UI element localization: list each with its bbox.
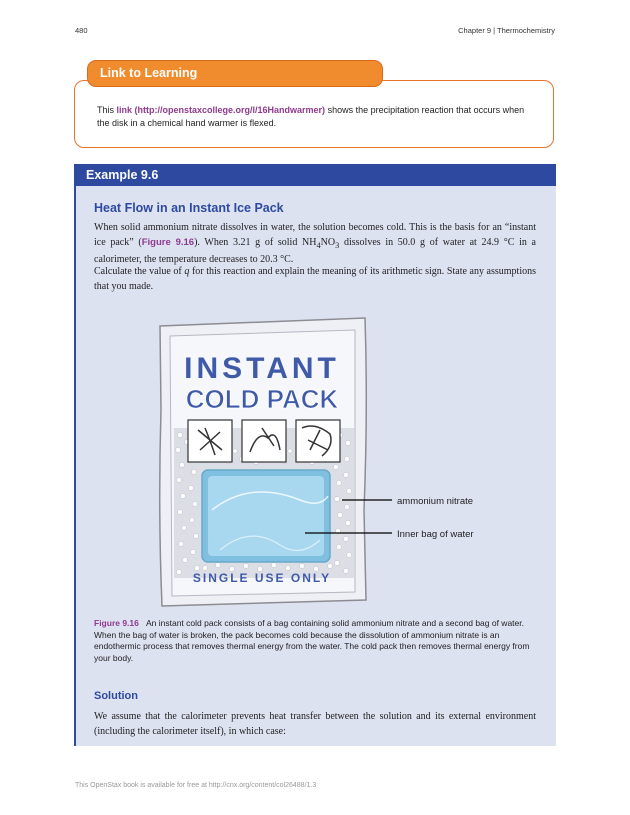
inner-water-bag: [202, 470, 330, 562]
callout-inner-bag: Inner bag of water: [397, 529, 474, 540]
cold-pack-figure: [150, 310, 490, 610]
instruction-icons: [188, 420, 340, 462]
example-paragraph-1: When solid ammonium nitrate dissolves in water, the solution becomes cold. This is the basis for an “instant ice pack” (Figure 9.16). When 3.21 g of solid $NH_4NO_3$ dissolves in 50.0 g of water at 24.9 °C in a calorimeter, the temperature decreases to 20.3 °C.: [94, 222, 537, 265]
handwarmer-link[interactable]: link (http://openstaxcollege.org/l/16Handwarmer): [116, 105, 326, 115]
figure-reference-link[interactable]: Figure 9.16: [141, 236, 195, 248]
figure-caption: Figure 9.16 An instant cold pack consists of a bag containing solid ammonium nitrate and a second bag of water. When the bag of water is broken, the pack becomes cold because the dissolution of ammonium nitrate is an endothermic process that removes thermal energy from the water. The cold pack then removes thermal energy from your body.: [94, 618, 530, 663]
solution-text: We assume that the calorimeter prevents heat transfer between the solution and its external environment (including the calorimeter itself), in which case:: [94, 711, 536, 737]
page-footer: This OpenStax book is available for free at http://cnx.org/content/col26488/1.3: [75, 782, 317, 789]
chapter-header: Chapter 9 | Thermochemistry: [458, 26, 555, 35]
pack-footer-text: SINGLE USE ONLY: [192, 571, 332, 585]
example-header: Example 9.6: [74, 164, 556, 186]
example-title: Heat Flow in an Instant Ice Pack: [94, 201, 284, 215]
callout-ammonium-nitrate: ammonium nitrate: [397, 496, 474, 507]
page-number: 480: [75, 26, 88, 35]
pack-title-line1: INSTANT: [184, 352, 340, 385]
pack-title-line2: COLD PACK: [185, 384, 339, 414]
link-to-learning-text: This link (http://openstaxcollege.org/l/16Handwarmer) shows the precipitation reaction that occurs when the disk in a chemical hand warmer is flexed.: [97, 105, 525, 128]
solution-title: Solution: [94, 690, 138, 702]
link-to-learning-title: Link to Learning: [87, 60, 383, 87]
example-paragraph-2: Calculate the value of q for this reaction and explain the meaning of its arithmetic sign. State any assumptions that you made.: [94, 266, 536, 292]
